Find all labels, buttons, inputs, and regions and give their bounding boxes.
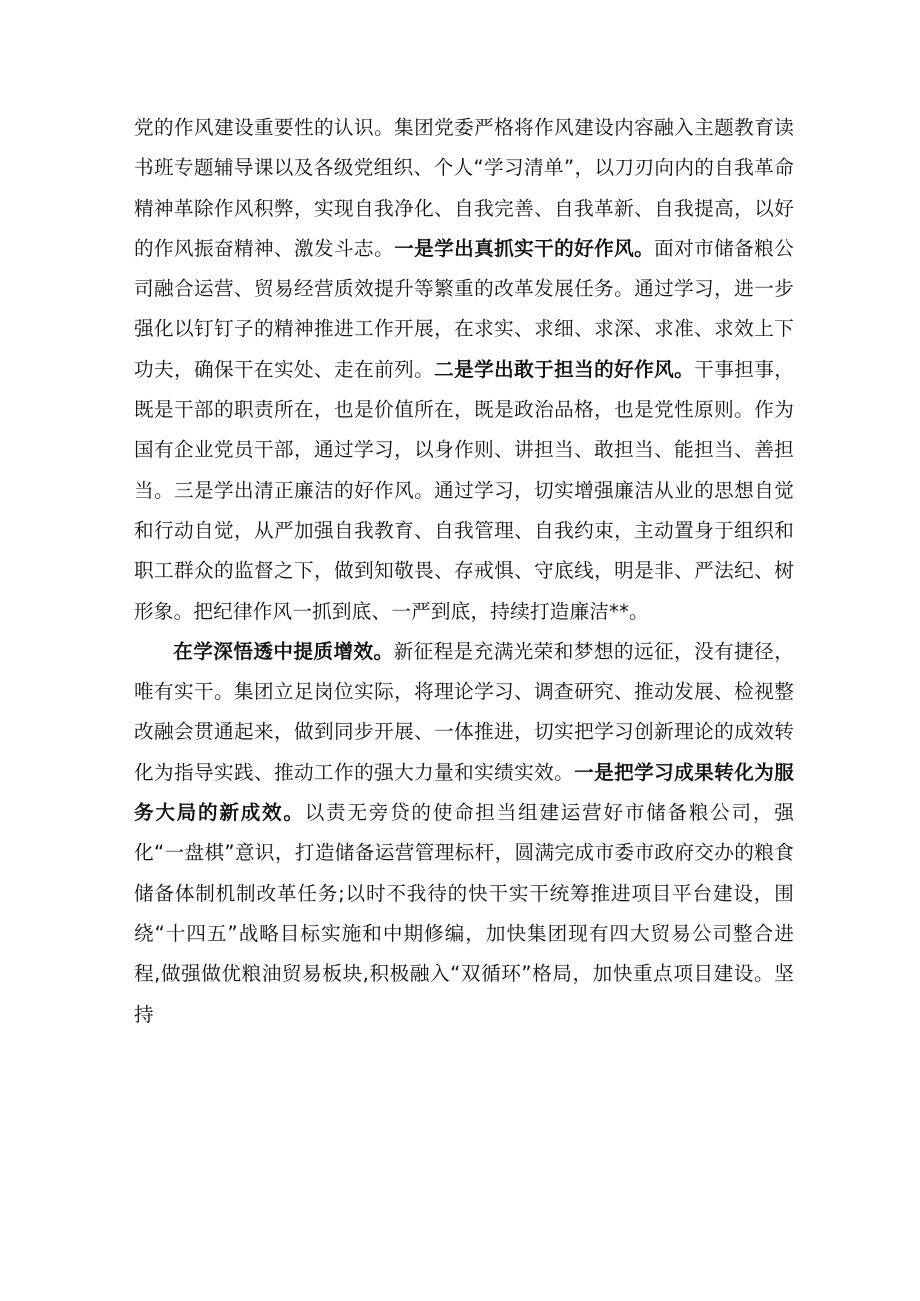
paragraph-2-text: 以责无旁贷的使命担当组建运营好市储备粮公司，强化“一盘棋”意识，打造储备运营管理标杆，圆满完成市委市政府交办的粮食储备体制机制改革任务;以时不我待的快干实干统筹推进项目平台建设，围绕“十四五”战略目标实施和中期修编，加快集团现有四大贸易公司整合进程,做强做优粮油贸易板块,积极融入“双循环”格局，加快重点项目建设。坚持 [134, 801, 794, 1026]
paragraph-2-heading: 在学深悟透中提质增效。 [173, 639, 394, 663]
paragraph-1-text: 面对市储备粮公司融合运营、贸易经营质效提升等繁重的改革发展任务。通过学习，进一步强化以钉钉子的精神推进工作开展，在求实、求细、求深、求准、求效上下功夫，确保干在实处、走在前列。 [134, 236, 794, 381]
paragraph-2-text: 新征程是充满光荣和梦想的远征，没有捷径，唯有实干。集团立足岗位实际，将理论学习、调查研究、推动发展、检视整改融会贯通起来，做到同步开展、一体推进，切实把学习创新理论的成效转化为指导实践、推动工作的强大力量和实绩实效。 [134, 639, 794, 784]
document-body [134, 108, 794, 1035]
paragraph-1 [134, 108, 794, 632]
paragraph-1-heading-1: 一是学出真抓实干的好作风。 [394, 236, 655, 260]
paragraph-1-heading-2: 二是学出敢于担当的好作风。 [434, 357, 695, 381]
paragraph-1-text: 党的作风建设重要性的认识。集团党委严格将作风建设内容融入主题教育读书班专题辅导课以及各级党组织、个人“学习清单”，以刀刃向内的自我革命精神革除作风积弊，实现自我净化、自我完善、自我革新、自我提高，以好的作风振奋精神、激发斗志。 [134, 116, 794, 260]
paragraph-2-subheading: 一是把学习成果转化为服务大局的新成效。 [134, 760, 794, 825]
paragraph-2 [134, 632, 794, 1035]
paragraph-1-text: 干事担事，既是干部的职责所在，也是价值所在，既是政治品格，也是党性原则。作为国有企业党员干部，通过学习，以身作则、讲担当、敢担当、能担当、善担当。三是学出清正廉洁的好作风。通过学习，切实增强廉洁从业的思想自觉和行动自觉，从严加强自我教育、自我管理、自我约束，主动置身于组织和职工群众的监督之下，做到知敬畏、存戒惧、守底线，明是非、严法纪、树形象。把纪律作风一抓到底、一严到底，持续打造廉洁**。 [134, 357, 795, 623]
